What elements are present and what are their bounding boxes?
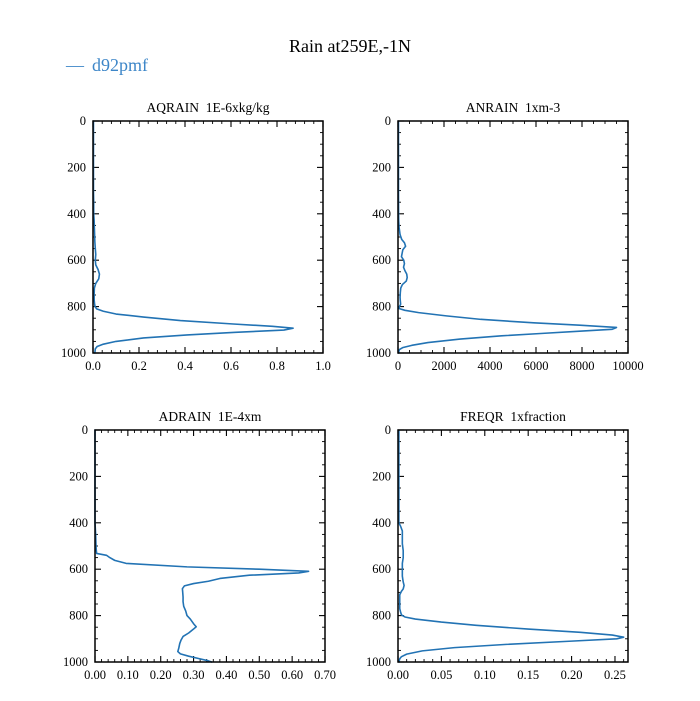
svg-text:0.40: 0.40 [215, 668, 238, 682]
plot-frame [398, 121, 628, 353]
chart-svg-aqrain [33, 95, 363, 387]
svg-text:1000: 1000 [366, 655, 391, 669]
svg-text:0.05: 0.05 [430, 668, 453, 682]
svg-text:0: 0 [384, 423, 391, 437]
svg-text:600: 600 [67, 253, 86, 268]
plot-frame [93, 121, 323, 353]
chart-title: AQRAIN 1E-6xkg/kg [146, 100, 270, 115]
legend-series-label: d92pmf [92, 55, 148, 75]
svg-text:800: 800 [67, 299, 86, 314]
axis-ticks [398, 121, 628, 353]
series-line-d92pmf [399, 430, 624, 662]
svg-text:0.10: 0.10 [473, 668, 496, 682]
svg-text:1000: 1000 [366, 346, 391, 360]
page-title: Rain at259E,-1N [289, 36, 411, 56]
chart-aqrain [33, 95, 363, 392]
chart-adrain [35, 404, 365, 701]
chart-svg-adrain [35, 404, 365, 696]
chart-title: ANRAIN 1xm-3 [465, 100, 561, 115]
svg-text:0: 0 [79, 114, 86, 128]
svg-text:0.00: 0.00 [387, 668, 409, 682]
svg-text:400: 400 [372, 515, 391, 530]
plot-frame [95, 430, 325, 662]
svg-text:400: 400 [372, 206, 391, 221]
svg-text:2000: 2000 [431, 359, 457, 373]
svg-text:0.15: 0.15 [517, 668, 540, 682]
svg-text:1.0: 1.0 [315, 359, 331, 373]
axis-tick-labels [366, 423, 626, 682]
svg-text:600: 600 [372, 562, 391, 577]
svg-text:0: 0 [384, 114, 391, 128]
axis-ticks [93, 121, 323, 353]
svg-text:0.00: 0.00 [84, 668, 106, 682]
svg-text:0.30: 0.30 [182, 668, 205, 682]
svg-text:800: 800 [372, 299, 391, 314]
legend [66, 55, 148, 76]
svg-text:0: 0 [394, 359, 402, 373]
svg-text:200: 200 [69, 469, 88, 484]
svg-text:0.8: 0.8 [269, 359, 285, 373]
svg-text:200: 200 [67, 160, 86, 175]
svg-text:0.4: 0.4 [177, 359, 193, 373]
svg-text:800: 800 [372, 608, 391, 623]
svg-text:600: 600 [69, 562, 88, 577]
svg-text:0: 0 [81, 423, 88, 437]
svg-text:1000: 1000 [61, 346, 86, 360]
svg-text:8000: 8000 [569, 359, 595, 373]
chart-title: ADRAIN 1E-4xm [158, 409, 262, 424]
svg-text:800: 800 [69, 608, 88, 623]
svg-text:0.6: 0.6 [223, 359, 239, 373]
svg-text:600: 600 [372, 253, 391, 268]
series-line-d92pmf [95, 430, 309, 662]
svg-text:400: 400 [67, 206, 86, 221]
svg-text:0.2: 0.2 [131, 359, 147, 373]
series-line-d92pmf [398, 121, 616, 353]
chart-anrain [338, 95, 668, 392]
chart-svg-anrain [338, 95, 668, 387]
svg-text:400: 400 [69, 515, 88, 530]
svg-text:0.50: 0.50 [248, 668, 271, 682]
svg-text:0.60: 0.60 [281, 668, 304, 682]
chart-freqr [338, 404, 668, 701]
svg-text:10000: 10000 [612, 359, 644, 373]
svg-text:0.0: 0.0 [85, 359, 101, 373]
svg-text:0.70: 0.70 [314, 668, 336, 682]
chart-title: FREQR 1xfraction [460, 409, 566, 424]
svg-text:200: 200 [372, 160, 391, 175]
axis-ticks [95, 430, 325, 662]
svg-text:6000: 6000 [523, 359, 549, 373]
svg-text:1000: 1000 [63, 655, 88, 669]
legend-line-swatch: — [66, 55, 84, 75]
svg-text:4000: 4000 [477, 359, 503, 373]
svg-text:200: 200 [372, 469, 391, 484]
axis-tick-labels [63, 423, 336, 682]
axis-tick-labels [366, 114, 644, 373]
svg-text:0.20: 0.20 [560, 668, 583, 682]
svg-text:0.25: 0.25 [604, 668, 626, 682]
svg-text:0.20: 0.20 [149, 668, 172, 682]
chart-svg-freqr [338, 404, 668, 696]
svg-text:0.10: 0.10 [116, 668, 139, 682]
series-line-d92pmf [93, 121, 293, 353]
